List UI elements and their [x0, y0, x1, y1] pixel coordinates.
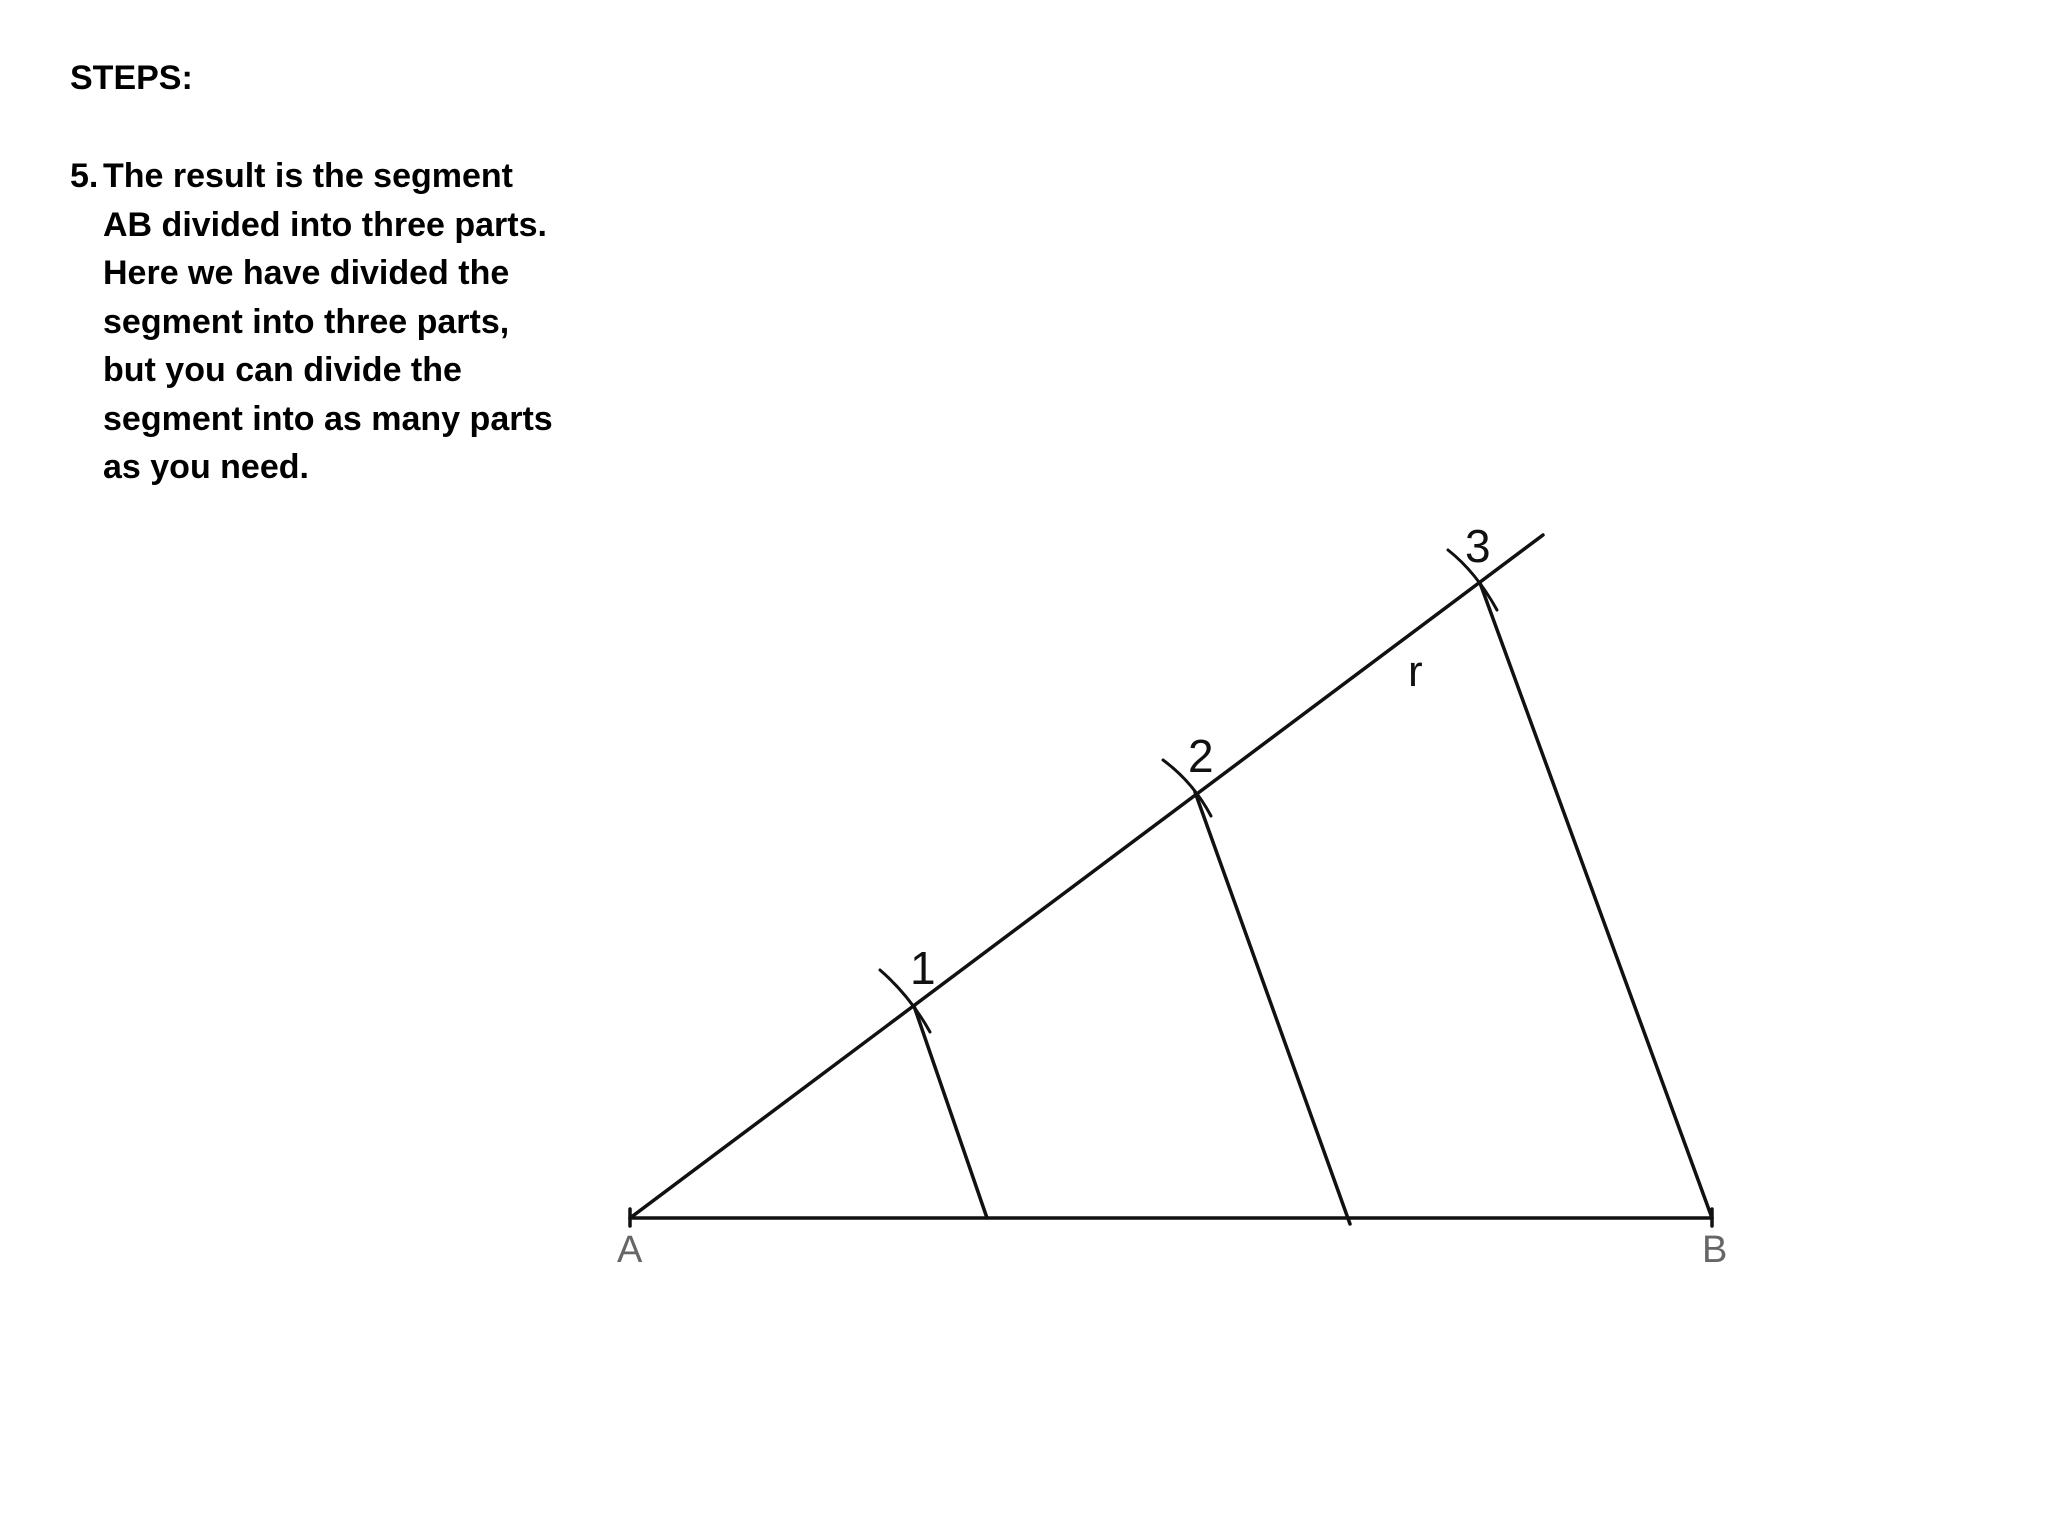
- division-line-2: [1195, 792, 1350, 1224]
- ray-label: r: [1408, 647, 1423, 696]
- mark-label-2: 2: [1188, 730, 1214, 782]
- steps-heading: STEPS:: [70, 59, 193, 97]
- step-number: 5.: [70, 157, 99, 195]
- division-line-3: [1480, 583, 1712, 1218]
- point-b-label: B: [1702, 1229, 1728, 1271]
- division-line-1: [914, 1006, 987, 1218]
- point-a-label: A: [617, 1229, 643, 1271]
- step-text: The result is the segment AB divided into three parts. Here we have divided the segment into three parts, but you can divide the segment into as many parts as you need.: [103, 157, 553, 486]
- mark-label-3: 3: [1465, 520, 1491, 572]
- mark-label-1: 1: [910, 942, 936, 994]
- ray-r: [630, 535, 1543, 1218]
